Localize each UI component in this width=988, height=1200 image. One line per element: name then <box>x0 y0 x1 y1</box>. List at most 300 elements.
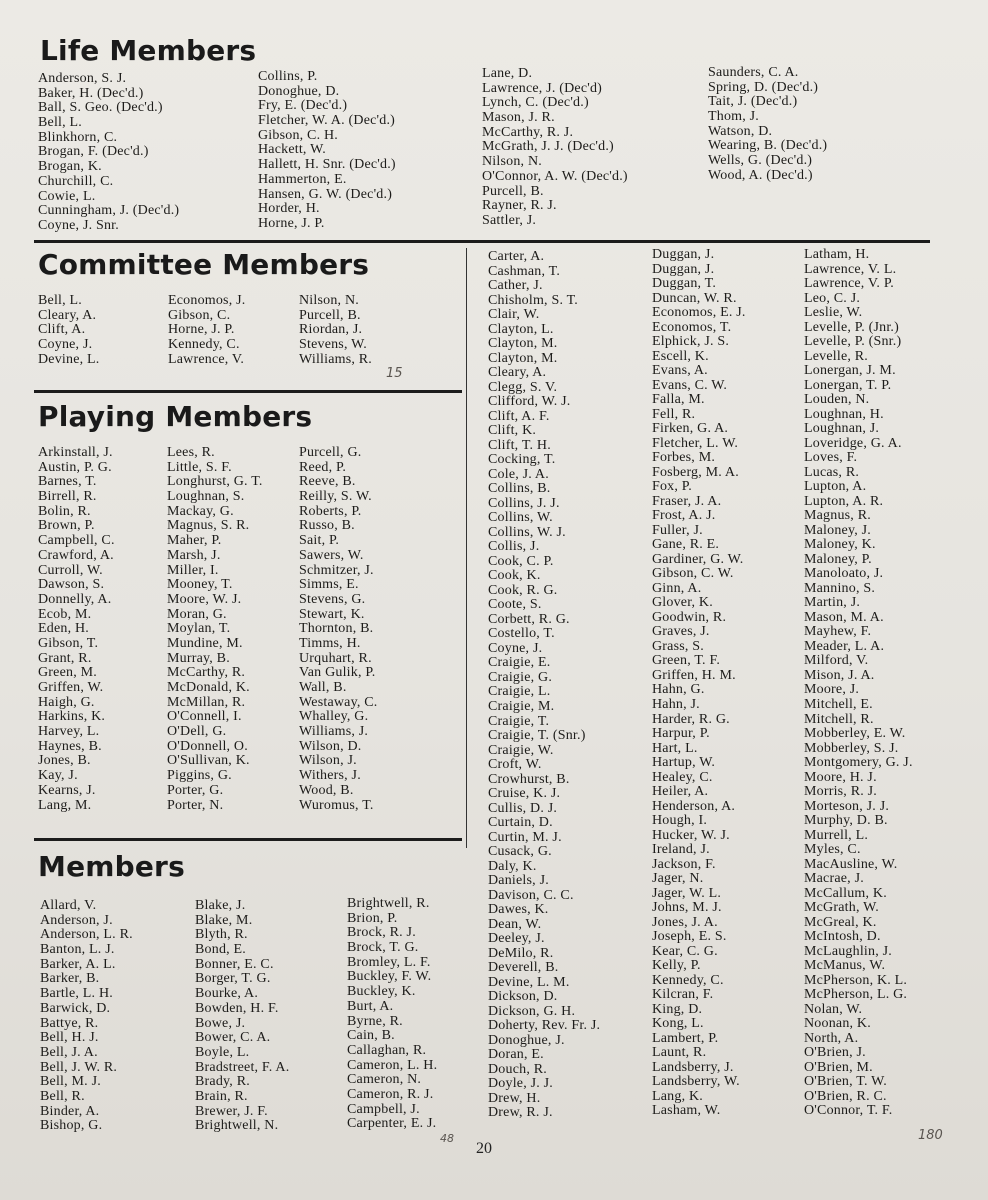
playing-member: O'Dell, G. <box>167 724 227 740</box>
playing-member: Lees, R. <box>167 445 215 460</box>
playing-member: Bolin, R. <box>38 503 91 519</box>
playing-member: Loughnan, S. <box>167 489 245 505</box>
member: Lonergan, T. P. <box>804 377 892 393</box>
member: Escell, K. <box>652 348 709 364</box>
member: Elphick, J. S. <box>652 334 730 350</box>
member: Douch, R. <box>488 1061 547 1077</box>
member: Brightwell, N. <box>195 1118 279 1134</box>
member: Brady, R. <box>195 1074 250 1090</box>
member: Hahn, G. <box>652 682 705 698</box>
committee-member: Horne, J. P. <box>168 322 235 338</box>
playing-member: Maher, P. <box>167 533 222 549</box>
member: Bell, M. J. <box>40 1074 101 1090</box>
life-member: Anderson, S. J. <box>38 71 127 86</box>
life-member: Ball, S. Geo. (Dec'd.) <box>38 100 163 116</box>
playing-member: Wall, B. <box>299 680 347 695</box>
member: Leslie, W. <box>804 305 863 321</box>
member: Bonner, E. C. <box>195 956 274 972</box>
life-member: Nilson, N. <box>482 154 542 170</box>
member: Jager, N. <box>652 871 704 887</box>
playing-member: Simms, E. <box>299 577 359 593</box>
member: Magnus, R. <box>804 508 871 524</box>
member: Craigie, E. <box>488 655 551 671</box>
playing-member: Wilson, D. <box>299 738 362 754</box>
member: Craigie, M. <box>488 698 555 714</box>
member: Cain, B. <box>347 1028 395 1044</box>
playing-member: McMillan, R. <box>167 694 246 710</box>
committee-member: Stevens, W. <box>299 337 367 353</box>
playing-member: Mooney, T. <box>167 577 233 593</box>
life-member: Lane, D. <box>482 66 533 81</box>
member: Moore, H. J. <box>804 769 877 785</box>
member: Collins, W. J. <box>488 524 566 540</box>
life-members-column-2 <box>258 70 488 232</box>
member: Craigie, W. <box>488 742 554 758</box>
member: McLaughlin, J. <box>804 943 892 959</box>
member: Fox, P. <box>652 479 692 495</box>
member: Hart, L. <box>652 740 698 756</box>
playing-member: Purcell, G. <box>299 445 362 460</box>
life-member: Collins, P. <box>258 69 318 84</box>
playing-member: Brown, P. <box>38 518 95 534</box>
member: Craigie, L. <box>488 684 551 700</box>
playing-member: Harvey, L. <box>38 724 100 740</box>
member: McGreal, K. <box>804 914 877 930</box>
member: Fuller, J. <box>652 522 703 538</box>
committee-member: Lawrence, V. <box>168 351 245 367</box>
section-divider <box>34 390 462 393</box>
member: Cook, C. P. <box>488 553 554 569</box>
member: Maloney, J. <box>804 522 872 538</box>
life-member: Hallett, H. Snr. (Dec'd.) <box>258 157 396 173</box>
committee-member: Cleary, A. <box>38 307 97 323</box>
member: Murphy, D. B. <box>804 813 888 829</box>
committee-member: Nilson, N. <box>299 293 359 308</box>
life-member: McGrath, J. J. (Dec'd.) <box>482 139 614 155</box>
playing-member: Porter, N. <box>167 797 224 813</box>
life-member: Rayner, R. J. <box>482 198 557 214</box>
member: Forbes, M. <box>652 450 716 466</box>
member: Lupton, A. <box>804 479 867 495</box>
playing-member: Longhurst, G. T. <box>167 474 263 490</box>
member: Duggan, J. <box>652 247 715 262</box>
member: Doherty, Rev. Fr. J. <box>488 1018 601 1034</box>
member: Blake, J. <box>195 898 246 913</box>
member: Fraser, J. A. <box>652 493 722 509</box>
member: Doran, E. <box>488 1047 544 1063</box>
playing-member: Dawson, S. <box>38 577 105 593</box>
life-member: Baker, H. (Dec'd.) <box>38 85 144 101</box>
member: Landsberry, J. <box>652 1059 734 1075</box>
member: Collins, W. <box>488 510 553 526</box>
playing-member: Curroll, W. <box>38 562 103 578</box>
member: Banton, L. J. <box>40 942 115 958</box>
member: Deeley, J. <box>488 931 545 947</box>
life-member: Hansen, G. W. (Dec'd.) <box>258 186 393 202</box>
member: Cameron, R. J. <box>347 1086 434 1102</box>
member: Buckley, F. W. <box>347 969 432 985</box>
member: Collis, J. <box>488 539 540 555</box>
member: O'Brien, R. C. <box>804 1088 887 1104</box>
member: Daly, K. <box>488 858 537 874</box>
member: Bower, C. A. <box>195 1030 271 1046</box>
playing-member: Piggins, G. <box>167 768 232 784</box>
member: Coyne, J. <box>488 640 543 656</box>
member: Grass, S. <box>652 638 704 654</box>
member: Hucker, W. J. <box>652 827 730 843</box>
committee-member: Devine, L. <box>38 351 100 367</box>
member: Lasham, W. <box>652 1103 721 1119</box>
playing-member: Griffen, W. <box>38 680 104 695</box>
member: Carpenter, E. J. <box>347 1116 437 1132</box>
section-divider <box>34 838 462 841</box>
member: Bradstreet, F. A. <box>195 1059 290 1075</box>
life-member: Wearing, B. (Dec'd.) <box>708 138 828 154</box>
member: Gardiner, G. W. <box>652 551 744 567</box>
life-member: Thom, J. <box>708 109 759 125</box>
life-member: Hammerton, E. <box>258 171 347 187</box>
page-number: 20 <box>476 1140 492 1157</box>
playing-member: Arkinstall, J. <box>38 445 113 460</box>
member: Bromley, L. F. <box>347 954 431 970</box>
life-member: Saunders, C. A. <box>708 65 799 80</box>
member: Craigie, T. (Snr.) <box>488 728 586 744</box>
member: Cashman, T. <box>488 263 561 279</box>
playing-member: Magnus, S. R. <box>167 518 250 534</box>
member: Craigie, T. <box>488 713 550 729</box>
playing-member: McDonald, K. <box>167 680 250 695</box>
playing-member: Eden, H. <box>38 621 89 637</box>
playing-member: Timms, H. <box>299 635 361 651</box>
member: Louden, N. <box>804 392 870 408</box>
member: Economos, E. J. <box>652 305 746 321</box>
playing-member: Haynes, B. <box>38 738 102 754</box>
member: Falla, M. <box>652 392 705 408</box>
member: Bell, R. <box>40 1088 85 1104</box>
member: O'Brien, M. <box>804 1059 873 1075</box>
life-members-column-4 <box>708 66 938 184</box>
member: Davison, C. C. <box>488 887 574 903</box>
member: Graves, J. <box>652 624 710 640</box>
member: Carter, A. <box>488 249 545 264</box>
member: Doyle, J. J. <box>488 1076 554 1092</box>
column-divider <box>466 248 467 848</box>
member: Dean, W. <box>488 916 542 932</box>
member: Ireland, J. <box>652 842 710 858</box>
member: Duncan, W. R. <box>652 290 737 306</box>
playing-member: Barnes, T. <box>38 474 97 490</box>
life-member: Fry, E. (Dec'd.) <box>258 98 348 114</box>
committee-member: Williams, R. <box>299 351 373 367</box>
playing-member: O'Donnell, O. <box>167 738 248 754</box>
committee-member: Riordan, J. <box>299 322 363 338</box>
member: Clifford, W. J. <box>488 394 571 410</box>
playing-member: Lang, M. <box>38 797 92 813</box>
member: Loughnan, J. <box>804 421 880 437</box>
member: Mayhew, F. <box>804 624 872 640</box>
member: Loughnan, H. <box>804 406 884 422</box>
member: Hahn, J. <box>652 696 700 712</box>
playing-member: Stewart, K. <box>299 606 365 622</box>
member: Bourke, A. <box>195 986 259 1002</box>
life-member: Cunningham, J. (Dec'd.) <box>38 203 180 219</box>
playing-member: Little, S. F. <box>167 459 232 475</box>
member: Montgomery, G. J. <box>804 755 913 771</box>
member: Crowhurst, B. <box>488 771 570 787</box>
member: Byrne, R. <box>347 1013 403 1029</box>
member: Martin, J. <box>804 595 861 611</box>
member: Kear, C. G. <box>652 943 718 959</box>
member: Fletcher, L. W. <box>652 435 739 451</box>
member: Allard, V. <box>40 898 97 913</box>
member: Donoghue, J. <box>488 1032 565 1048</box>
member: Burt, A. <box>347 998 394 1014</box>
member: Lucas, R. <box>804 464 860 480</box>
life-member: McCarthy, R. J. <box>482 124 574 140</box>
member: Curtain, D. <box>488 815 553 831</box>
member: McIntosh, D. <box>804 929 881 945</box>
playing-member: Gibson, T. <box>38 635 99 651</box>
member: Latham, H. <box>804 247 870 262</box>
member: Levelle, P. (Jnr.) <box>804 319 899 335</box>
member: Maloney, K. <box>804 537 876 553</box>
member: Mitchell, R. <box>804 711 874 727</box>
playing-member: Reed, P. <box>299 459 347 475</box>
member: Bishop, G. <box>40 1118 103 1134</box>
member: Frost, A. J. <box>652 508 716 524</box>
member: Barwick, D. <box>40 1000 111 1016</box>
member: Buckley, K. <box>347 984 416 1000</box>
member: Economos, T. <box>652 319 732 335</box>
committee-member: Bell, L. <box>38 293 82 308</box>
member: Bartle, L. H. <box>40 986 113 1002</box>
playing-member: Reilly, S. W. <box>299 489 372 505</box>
member: Brock, R. J. <box>347 925 416 941</box>
life-member: Lawrence, J. (Dec'd) <box>482 80 603 96</box>
member: Anderson, L. R. <box>40 927 133 943</box>
playing-member: Mundine, M. <box>167 635 243 651</box>
member: Ginn, A. <box>652 580 702 596</box>
member: Griffen, H. M. <box>652 667 736 683</box>
handwritten-total: 180 <box>918 1128 943 1143</box>
member: Deverell, B. <box>488 960 559 976</box>
member: Clayton, M. <box>488 336 558 352</box>
member: Harpur, P. <box>652 726 710 742</box>
member: Brewer, J. F. <box>195 1103 268 1119</box>
member: Collins, J. J. <box>488 495 560 511</box>
member: Brain, R. <box>195 1088 248 1104</box>
member: King, D. <box>652 1001 703 1017</box>
playing-member: Moylan, T. <box>167 621 231 637</box>
member: Green, T. F. <box>652 653 721 669</box>
life-member: Hackett, W. <box>258 142 326 158</box>
life-member: Purcell, B. <box>482 183 544 199</box>
committee-member: Economos, J. <box>168 293 246 308</box>
member: Mason, M. A. <box>804 609 884 625</box>
member: Brion, P. <box>347 910 398 926</box>
member: Duggan, J. <box>652 261 715 277</box>
member: Cleary, A. <box>488 365 547 381</box>
playing-member: Whalley, G. <box>299 709 369 725</box>
playing-member: Ecob, M. <box>38 606 92 622</box>
members-heading: Members <box>38 850 185 883</box>
life-member: Lynch, C. (Dec'd.) <box>482 95 589 111</box>
member: Kilcran, F. <box>652 987 714 1003</box>
committee-members-heading: Committee Members <box>38 248 370 281</box>
handwritten-mark: 48 <box>440 1132 454 1145</box>
member: Dickson, D. <box>488 989 558 1005</box>
member: Blyth, R. <box>195 927 248 943</box>
member: Barker, B. <box>40 971 100 987</box>
member: Anderson, J. <box>40 912 113 928</box>
member: McPherson, K. L. <box>804 972 908 988</box>
playing-member: Mackay, G. <box>167 503 234 519</box>
member: Daniels, J. <box>488 873 549 889</box>
playing-member: Porter, G. <box>167 782 224 798</box>
member: Jackson, F. <box>652 856 716 872</box>
playing-member: O'Connell, I. <box>167 709 242 725</box>
member: Cook, K. <box>488 568 541 584</box>
member: Milford, V. <box>804 653 869 669</box>
member: Glover, K. <box>652 595 713 611</box>
member: Firken, G. A. <box>652 421 729 437</box>
member: O'Connor, T. F. <box>804 1103 893 1119</box>
member: Meader, L. A. <box>804 638 885 654</box>
member: Drew, H. <box>488 1090 541 1106</box>
member: Lawrence, V. L. <box>804 261 897 277</box>
member: Costello, T. <box>488 626 555 642</box>
playing-member: Murray, B. <box>167 650 230 666</box>
member: Goodwin, R. <box>652 609 727 625</box>
committee-member: Purcell, B. <box>299 307 361 323</box>
member: McPherson, L. G. <box>804 987 908 1003</box>
member: Kong, L. <box>652 1016 704 1032</box>
playing-member: Moran, G. <box>167 606 227 622</box>
member: Coote, S. <box>488 597 542 613</box>
member: Cusack, G. <box>488 844 552 860</box>
life-member: Coyne, J. Snr. <box>38 217 119 233</box>
playing-member: Kearns, J. <box>38 782 96 798</box>
member: Bond, E. <box>195 942 246 958</box>
playing-member: Withers, J. <box>299 768 361 784</box>
member: Bell, H. J. <box>40 1030 99 1046</box>
playing-member: Grant, R. <box>38 650 92 666</box>
life-members-column-1 <box>38 72 268 234</box>
member: Clift, T. H. <box>488 437 551 453</box>
member: Fosberg, M. A. <box>652 464 739 480</box>
member: Levelle, R. <box>804 348 869 364</box>
playing-member: Wilson, J. <box>299 753 357 769</box>
member: Moore, J. <box>804 682 860 698</box>
playing-member: McCarthy, R. <box>167 665 246 681</box>
member: Callaghan, R. <box>347 1042 427 1058</box>
member: Borger, T. G. <box>195 971 271 987</box>
member: Clayton, M. <box>488 350 558 366</box>
life-members-heading: Life Members <box>40 34 257 67</box>
member: Maloney, P. <box>804 551 872 567</box>
member: Mison, J. A. <box>804 667 875 683</box>
playing-member: Wood, B. <box>299 782 354 798</box>
member: Jager, W. L. <box>652 885 722 901</box>
member: Nolan, W. <box>804 1001 863 1017</box>
member: Mannino, S. <box>804 580 876 596</box>
member: Bell, J. A. <box>40 1044 98 1060</box>
playing-member: Westaway, C. <box>299 694 378 710</box>
member: North, A. <box>804 1030 859 1046</box>
member: Mobberley, E. W. <box>804 726 906 742</box>
member: Corbett, R. G. <box>488 611 570 627</box>
life-member: Horne, J. P. <box>258 215 325 231</box>
member: Henderson, A. <box>652 798 736 814</box>
member: Leo, C. J. <box>804 290 861 306</box>
member: Clayton, L. <box>488 321 554 337</box>
member: Croft, W. <box>488 757 542 773</box>
life-member: Wells, G. (Dec'd.) <box>708 153 813 169</box>
member: Lambert, P. <box>652 1030 719 1046</box>
member: DeMilo, R. <box>488 945 554 961</box>
member: Cullis, D. J. <box>488 800 558 816</box>
playing-member: Stevens, G. <box>299 591 366 607</box>
playing-member: Harkins, K. <box>38 709 106 725</box>
life-member: Brogan, K. <box>38 159 102 175</box>
section-divider <box>34 240 930 243</box>
member: Johns, M. J. <box>652 900 722 916</box>
member: Battye, R. <box>40 1015 99 1031</box>
member: Manoloato, J. <box>804 566 884 582</box>
committee-member: Clift, A. <box>38 322 86 338</box>
member: Mobberley, S. J. <box>804 740 899 756</box>
member: Boyle, L. <box>195 1044 250 1060</box>
member: Kennedy, C. <box>652 972 724 988</box>
member: Launt, R. <box>652 1045 707 1061</box>
playing-member: Donnelly, A. <box>38 591 112 607</box>
member: Barker, A. L. <box>40 956 116 972</box>
member: Landsberry, W. <box>652 1074 740 1090</box>
member: Cruise, K. J. <box>488 786 561 802</box>
playing-member: Green, M. <box>38 665 97 681</box>
playing-member: Marsh, J. <box>167 547 221 563</box>
life-member: Tait, J. (Dec'd.) <box>708 94 798 110</box>
playing-member: Crawford, A. <box>38 547 114 563</box>
playing-member: Russo, B. <box>299 518 355 534</box>
member: Bell, J. W. R. <box>40 1059 118 1075</box>
member: Bowe, J. <box>195 1015 246 1031</box>
member: Clair, W. <box>488 307 540 323</box>
playing-member: Austin, P. G. <box>38 459 112 475</box>
life-member: Donoghue, D. <box>258 83 340 99</box>
member: Loveridge, G. A. <box>804 435 902 451</box>
playing-member: Urquhart, R. <box>299 650 372 666</box>
member: Macrae, J. <box>804 871 864 887</box>
member: Devine, L. M. <box>488 974 570 990</box>
playing-member: Haigh, G. <box>38 694 95 710</box>
committee-member: Coyne, J. <box>38 337 93 353</box>
member: Clift, K. <box>488 423 537 439</box>
member: McGrath, W. <box>804 900 879 916</box>
life-member: Churchill, C. <box>38 173 114 189</box>
playing-member: Campbell, C. <box>38 533 115 549</box>
playing-member: Reeve, B. <box>299 474 356 490</box>
life-member: Fletcher, W. A. (Dec'd.) <box>258 113 396 129</box>
member: Healey, C. <box>652 769 713 785</box>
member: Hartup, W. <box>652 755 716 771</box>
playing-member: Jones, B. <box>38 753 91 769</box>
member: Cameron, N. <box>347 1072 422 1088</box>
member: Morris, R. J. <box>804 784 877 800</box>
member: McCallum, K. <box>804 885 887 901</box>
playing-member: Miller, I. <box>167 562 219 578</box>
member: Noonan, K. <box>804 1016 871 1032</box>
